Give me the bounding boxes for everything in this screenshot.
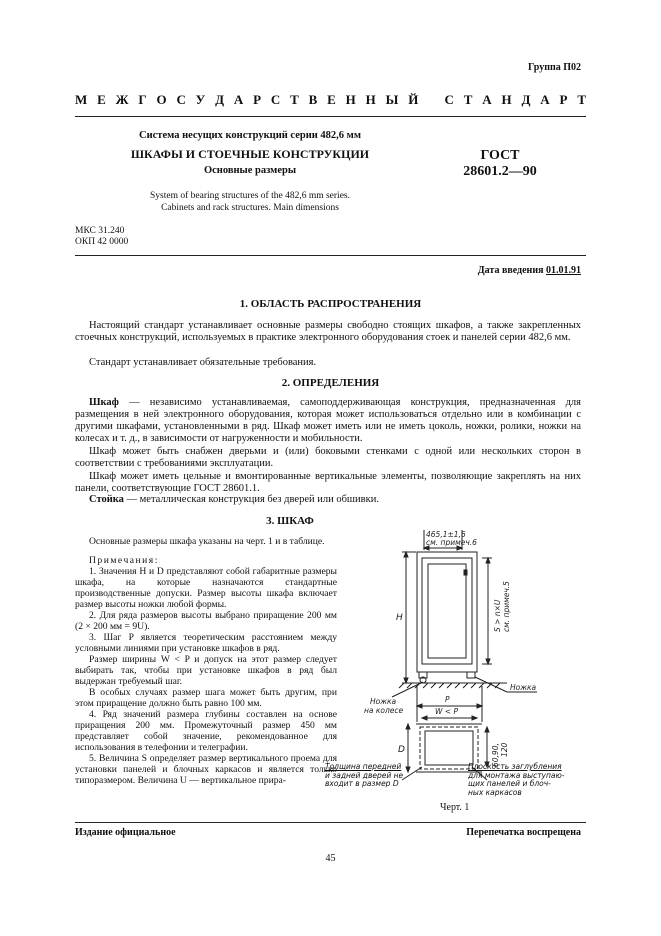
dim-top: 465,1±1,6 bbox=[426, 530, 466, 539]
interstate-letter: С bbox=[444, 92, 454, 107]
interstate-letter: Н bbox=[501, 92, 512, 107]
definition-rack: — металлическая конструкция без дверей или обшивки. bbox=[123, 494, 379, 505]
main-title: ШКАФЫ И СТОЕЧНЫЕ КОНСТРУКЦИИ bbox=[130, 147, 370, 161]
mks-code: МКС 31.240 bbox=[75, 226, 125, 236]
label-s-note: см. примеч.5 bbox=[502, 581, 511, 632]
interstate-letter: С bbox=[176, 92, 186, 107]
codes-rule bbox=[75, 255, 586, 256]
interstate-letter: Н bbox=[345, 92, 356, 107]
interstate-letter: Е bbox=[97, 92, 106, 107]
figure-caption: Черт. 1 bbox=[440, 802, 470, 813]
english-title-line-2: Cabinets and rack structures. Main dimensions bbox=[161, 203, 339, 213]
section-2-paragraph-rack bbox=[75, 494, 581, 506]
header-rule bbox=[75, 116, 586, 117]
note-right-line-2: для монтажа выступаю- bbox=[468, 770, 565, 780]
page-number: 45 bbox=[325, 853, 336, 864]
section-2-heading: 2. ОПРЕДЕЛЕНИЯ bbox=[281, 377, 380, 389]
interstate-letter: А bbox=[540, 92, 550, 107]
note-left-line-1: Толщина передней bbox=[325, 762, 402, 771]
label-h: H bbox=[396, 613, 403, 623]
interstate-letter: О bbox=[156, 92, 167, 107]
interstate-letter: А bbox=[482, 92, 492, 107]
dim-top-note: см. примеч.6 bbox=[426, 538, 477, 547]
figure-note-left bbox=[325, 763, 403, 789]
section-3-heading: 3. ШКАФ bbox=[266, 515, 314, 527]
note-1: 1. Значения H и D представляют собой габаритные размеры шкафа, на которые назначаются стандартные производственные допуски. Размер высоты шкафа включает размер высоты ножки любой формы. bbox=[75, 566, 337, 610]
interstate-letter: Г bbox=[138, 92, 147, 107]
note-left-line-2: и задней дверей не bbox=[325, 770, 404, 780]
section-1-paragraph-2: Стандарт устанавливает обязательные требования. bbox=[89, 357, 317, 368]
section-3-paragraph-1: Основные размеры шкафа указаны на черт. 1 и в таблице. bbox=[89, 536, 325, 547]
note-5: 5. Величина S определяет размер вертикального проема для установки панелей и блочных каркасов и является только типоразмером. Величина U — вертикальное прира- bbox=[75, 753, 337, 786]
note-2: 2. Для ряда размеров высоты выбрано приращение 200 мм (2 × 200 мм = 9U). bbox=[75, 610, 337, 632]
label-120: 120 bbox=[500, 742, 509, 757]
gost-number: 28601.2—90 bbox=[463, 164, 537, 179]
interstate-letter: М bbox=[75, 92, 88, 107]
definition-cabinet: — независимо устанавливаемая, самоподдерживающая конструкция, предназначенная для размещения в ней электронного оборудования, которая может использоваться отдельно или в комбинации с другими шкафами, установленными в ряд. Шкаф может иметь или не иметь цоколь, ножки, ролики, ножки на колесах и т. д., в зависимости от нагруженности и мобильности. bbox=[75, 397, 581, 444]
gost-label: ГОСТ bbox=[480, 148, 520, 163]
section-3-text-column bbox=[75, 536, 337, 786]
interstate-letter: Ы bbox=[385, 92, 399, 107]
section-1-paragraph-1: Настоящий стандарт устанавливает основные размеры свободно стоящих шкафов, а также закрепленных стоечных конструкций, используемых в практике электронного оборудования стоек и панелей серии 482,6 мм. bbox=[75, 320, 581, 343]
group-code: Группа П02 bbox=[528, 62, 581, 73]
footer-official-edition: Издание официальное bbox=[75, 827, 176, 838]
footer-rule bbox=[75, 822, 586, 823]
note-right-line-4: ных каркасов bbox=[468, 787, 522, 797]
interstate-letter: Ж bbox=[115, 92, 129, 107]
note-3c: В особых случаях размер шага может быть другим, при этом приращение должно быть равно 100 мм. bbox=[75, 687, 337, 709]
interstate-letter: Т bbox=[463, 92, 473, 107]
note-left-line-3: входит в размер D bbox=[325, 779, 399, 788]
label-wheel-leg-2: на колесе bbox=[364, 706, 404, 715]
label-w: W < P bbox=[435, 707, 458, 716]
note-4: 4. Ряд значений размера глубины составлен на основе приращения 200 мм. Промежуточный размер 450 мм представляет собой значение, рекомендованное для использования в телефонии и телеграфии. bbox=[75, 709, 337, 753]
interstate-letter: Д bbox=[215, 92, 225, 107]
interstate-letter: Р bbox=[253, 92, 262, 107]
interstate-letter: А bbox=[233, 92, 244, 107]
note-right-line-3: щих панелей и блоч- bbox=[468, 779, 551, 788]
figure-note-right bbox=[468, 763, 565, 797]
label-wheel-leg-1: Ножка bbox=[370, 697, 397, 706]
term-cabinet: Шкаф bbox=[89, 397, 119, 408]
interstate-letter: Н bbox=[365, 92, 376, 107]
term-rack: Стойка bbox=[89, 494, 124, 505]
system-title: Система несущих конструкций серии 482,6 мм bbox=[139, 130, 361, 141]
date-label: Дата введения bbox=[477, 265, 544, 276]
note-3: 3. Шаг P является теоретическим расстоянием между условными линиями при установке шкафов в ряд. bbox=[75, 632, 337, 654]
interstate-letter: Т bbox=[290, 92, 299, 107]
interstate-letter: У bbox=[195, 92, 206, 107]
label-s: S > n×U bbox=[493, 599, 502, 632]
interstate-letter bbox=[428, 92, 435, 110]
label-d: D bbox=[398, 745, 405, 755]
section-1-heading: 1. ОБЛАСТЬ РАСПРОСТРАНЕНИЯ bbox=[239, 298, 422, 310]
label-p: P bbox=[445, 695, 450, 704]
note-3b: Размер ширины W < P и допуск на этот размер следует выбирать так, чтобы при установке шкафов в ряд был выдержан требуемый шаг. bbox=[75, 654, 337, 687]
watermark-stamp bbox=[33, 300, 56, 330]
note-right-line-1: Плоскость заглубления bbox=[468, 762, 562, 771]
interstate-letter: Р bbox=[559, 92, 568, 107]
cabinet-drawing bbox=[342, 522, 587, 792]
interstate-letter: Т bbox=[577, 92, 586, 107]
interstate-standard-heading bbox=[75, 92, 586, 110]
okp-code: ОКП 42 0000 bbox=[75, 237, 129, 247]
label-leg: Ножка bbox=[510, 683, 537, 692]
notes-heading: Примечания: bbox=[89, 555, 159, 566]
section-2-paragraph-2: Шкаф может быть снабжен дверьми и (или) боковыми стенками с одной или нескольких сторон в соответствии с требованиями эксплуатации. bbox=[75, 446, 581, 469]
effective-date bbox=[478, 265, 581, 276]
interstate-letter: Е bbox=[327, 92, 336, 107]
interstate-letter: В bbox=[308, 92, 318, 107]
section-2-paragraph-cabinet bbox=[75, 397, 581, 445]
interstate-letter: С bbox=[270, 92, 281, 107]
date-value: 01.01.91 bbox=[546, 265, 581, 276]
english-title-line-1: System of bearing structures of the 482,6 mm series. bbox=[150, 191, 350, 201]
interstate-letter: Д bbox=[521, 92, 531, 107]
interstate-letter: Й bbox=[408, 92, 419, 107]
section-2-paragraph-3: Шкаф может иметь цельные и вмонтированные вертикальные элементы, позволяющие закреплять на них панели, соответствующие ГОСТ 28601.1. bbox=[75, 471, 581, 494]
subtitle: Основные размеры bbox=[203, 165, 297, 176]
label-60: 60,90, bbox=[491, 743, 500, 767]
footer-reprint-prohibited: Перепечатка воспрещена bbox=[466, 827, 581, 838]
